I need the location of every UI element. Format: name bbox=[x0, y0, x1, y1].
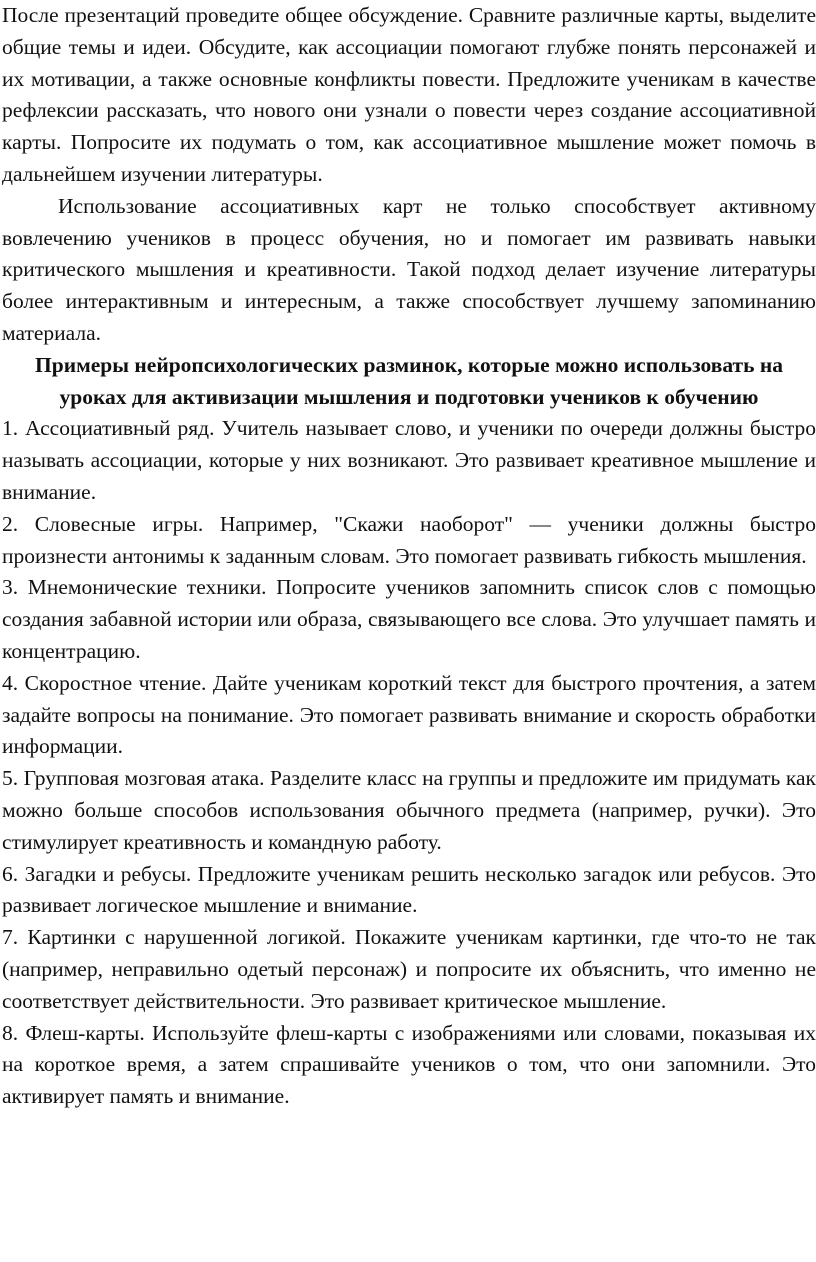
list-item: 1. Ассоциативный ряд. Учитель называет слово, и ученики по очереди должны быстро называть ассоциации, которые у них возникают. Это развивает креативное мышление и внимание. bbox=[2, 416, 816, 504]
section-heading: Примеры нейропсихологических разминок, которые можно использовать на уроках для активизации мышления и подготовки учеников к обучению bbox=[35, 352, 783, 409]
warmup-list bbox=[2, 413, 816, 1113]
list-item: 3. Мнемонические техники. Попросите учеников запомнить список слов с помощью создания забавной истории или образа, связывающего все слова. Это улучшает память и концентрацию. bbox=[2, 575, 816, 663]
list-item: 6. Загадки и ребусы. Предложите ученикам решить несколько загадок или ребусов. Это развивает логическое мышление и внимание. bbox=[2, 861, 816, 918]
paragraph-discussion: После презентаций проведите общее обсуждение. Сравните различные карты, выделите общие темы и идеи. Обсудите, как ассоциации помогают глубже понять персонажей и их мотивации, а также основные конфликты повести. Предложите ученикам в качестве рефлексии рассказать, что нового они узнали о повести через создание ассоциативной карты. Попросите их подумать о том, как ассоциативное мышление может помочь в дальнейшем изучении литературы. bbox=[2, 3, 816, 186]
list-item: 2. Словесные игры. Например, "Скажи наоборот" — ученики должны быстро произнести антонимы к заданным словам. Это помогает развивать гибкость мышления. bbox=[2, 511, 816, 568]
list-item: 4. Скоростное чтение. Дайте ученикам короткий текст для быстрого прочтения, а затем задайте вопросы на понимание. Это помогает развивать внимание и скорость обработки информации. bbox=[2, 670, 816, 759]
list-item: 5. Групповая мозговая атака. Разделите класс на группы и предложите им придумать как можно больше способов использования обычного предмета (например, ручки). Это стимулирует креативность и командную работу. bbox=[2, 766, 816, 854]
paragraph-conclusion: Использование ассоциативных карт не только способствует активному вовлечению учеников в процесс обучения, но и помогает им развивать навыки критического мышления и креативности. Такой подход делает изучение литературы более интерактивным и интересным, а также способствует лучшему запоминанию материала. bbox=[2, 193, 816, 345]
list-item: 7. Картинки с нарушенной логикой. Покажите ученикам картинки, где что-то не так (например, неправильно одетый персонаж) и попросите их объяснить, что именно не соответствует действительности. Это развивает критическое мышление. bbox=[2, 925, 816, 1013]
list-item: 8. Флеш-карты. Используйте флеш-карты с изображениями или словами, показывая их на короткое время, а затем спрашивайте учеников о том, что они запомнили. Это активирует память и внимание. bbox=[2, 1020, 816, 1109]
